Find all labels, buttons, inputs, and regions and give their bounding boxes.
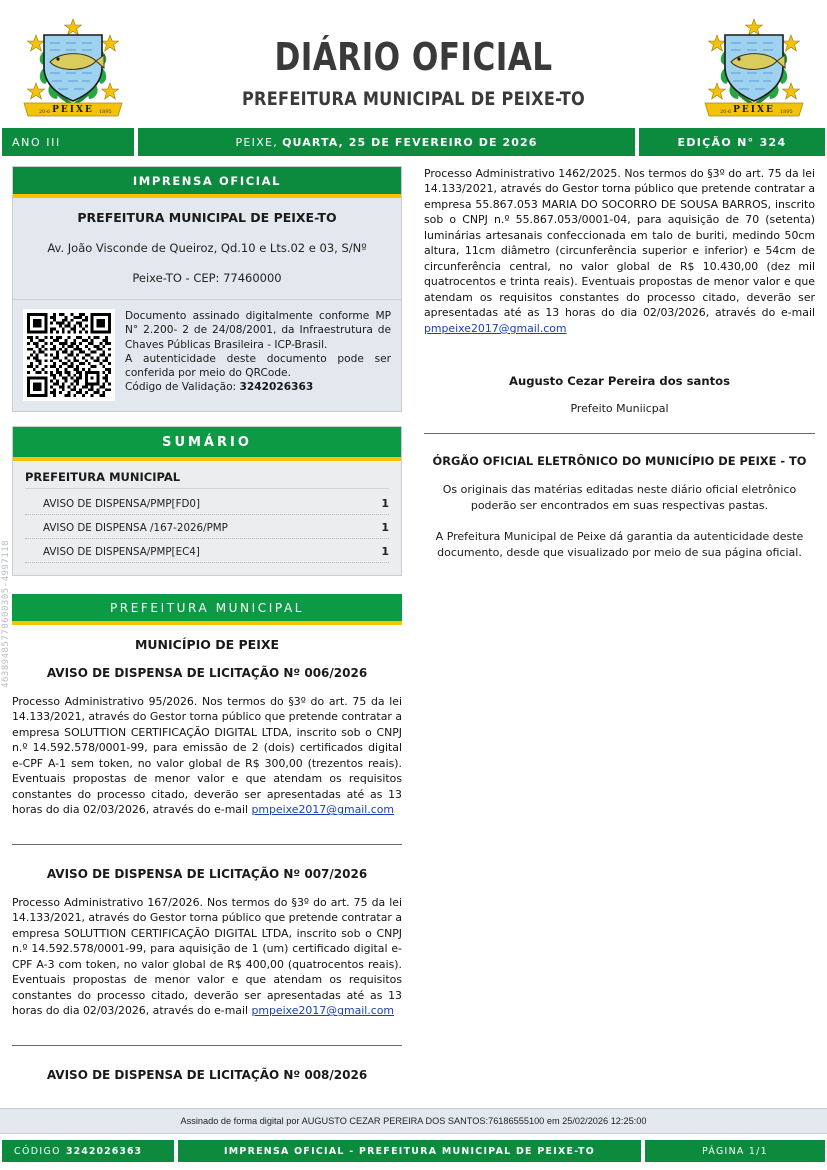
page-footer — [0, 1108, 827, 1170]
digital-signature-strip: Assinado de forma digital por AUGUSTO CEZAR PEREIRA DOS SANTOS:76186555100 em 25/02/2026 12:25:00 — [0, 1108, 827, 1134]
footer-codigo-label: CÓDIGO — [14, 1145, 61, 1157]
summary-item[interactable] — [25, 539, 389, 563]
validation-code-label: Código de Validação: — [125, 381, 240, 394]
masthead — [0, 0, 827, 126]
summary-item[interactable] — [25, 515, 389, 539]
email-link[interactable]: pmpeixe2017@gmail.com — [424, 321, 567, 335]
edition-ribbon — [0, 128, 827, 156]
summary-panel — [12, 426, 402, 576]
page-title: DIÁRIO OFICIAL — [274, 35, 553, 80]
svg-text:PEIXE: PEIXE — [52, 105, 94, 115]
svg-text:1895: 1895 — [99, 109, 112, 115]
summary-item[interactable] — [25, 491, 389, 515]
summary-item-label: AVISO DE DISPENSA/PMP[FD0] — [43, 498, 200, 510]
section-divider — [424, 433, 815, 434]
footer-center-text: IMPRENSA OFICIAL - PREFEITURA MUNICIPAL DE PEIXE-TO — [178, 1140, 641, 1162]
article-body — [12, 895, 402, 1019]
summary-header: SUMÁRIO — [13, 427, 401, 461]
digital-signature-note: Documento assinado digitalmente conforme MP N° 2.200- 2 de 24/08/2001, da Infraestrutura de Chaves Públicas Brasileira - ICP-Brasil. — [125, 310, 391, 351]
footer-codigo-value: 3242026363 — [65, 1145, 143, 1157]
footer-codigo — [2, 1140, 174, 1162]
summary-body — [13, 461, 401, 575]
organ-title: ÓRGÃO OFICIAL ELETRÔNICO DO MUNICÍPIO DE PEIXE - TO — [432, 454, 807, 469]
ribbon-ano: ANO III — [2, 128, 134, 156]
content-columns — [0, 156, 827, 1082]
article-body-text: Processo Administrativo 167/2026. Nos termos do §3º do art. 75 da lei 14.133/2021, através do Gestor torna público que pretende contratar a empresa SOLUTTION CERTIFICAÇÃO DIGITAL LTDA, inscrito sob o CNPJ n.º 14.592.578/0001-99, para aquisição de 1 (um) certificado digital e-CPF A-3 com token, no valor global de R$ 400,00 (quatrocentos reais). Eventuais propostas de menor valor e que atendam os requisitos constantes do processo citado, deverão ser apresentadas até as 13 horas do dia 02/03/2026, através do e-mail — [12, 895, 402, 1018]
footer-bar — [0, 1134, 827, 1170]
summary-group-title: PREFEITURA MUNICIPAL — [25, 470, 389, 489]
qr-validation-row — [13, 300, 401, 411]
footer-page-indicator: PÁGINA 1/1 — [645, 1140, 825, 1162]
imprensa-oficial-body — [13, 198, 401, 299]
coat-of-arms-right-icon — [695, 11, 813, 123]
section-banner-prefeitura: PREFEITURA MUNICIPAL — [12, 594, 402, 625]
organ-note-authenticity: A Prefeitura Municipal de Peixe dá garantia da autenticidade deste documento, desde que visualizado por meio de sua página oficial. — [435, 530, 804, 559]
svg-text:1895: 1895 — [780, 109, 793, 115]
left-column — [12, 166, 402, 1082]
signer-name: Augusto Cezar Pereira dos santos — [508, 374, 730, 389]
article-body — [12, 694, 402, 818]
summary-item-page: 1 — [381, 521, 389, 534]
organ-note-originals: Os originais das matérias editadas neste diário oficial eletrônico poderão ser encontrados em suas respectivas pastas. — [442, 483, 797, 512]
page-subtitle: PREFEITURA MUNICIPAL DE PEIXE-TO — [241, 87, 586, 110]
summary-item-page: 1 — [381, 497, 389, 510]
article-body-continuation — [424, 166, 815, 336]
article-title: AVISO DE DISPENSA DE LICITAÇÃO Nº 007/2026 — [46, 866, 368, 881]
validation-code-value: 3242026363 — [239, 381, 314, 394]
article-title: AVISO DE DISPENSA DE LICITAÇÃO Nº 006/2026 — [46, 666, 368, 680]
imprensa-org-name: PREFEITURA MUNICIPAL DE PEIXE-TO — [77, 210, 337, 225]
article-title: AVISO DE DISPENSA DE LICITAÇÃO Nº 008/2026 — [46, 1067, 368, 1082]
article-body-text: Processo Administrativo 95/2026. Nos termos do §3º do art. 75 da lei 14.133/2021, através do Gestor torna público que pretende contratar a empresa SOLUTTION CERTIFICAÇÃO DIGITAL LTDA, inscrito sob o CNPJ n.º 14.592.578/0001-99, para emissão de 2 (dois) certificados digital e-CPF A-1 sem token, no valor global de R$ 300,00 (trezentos reais). Eventuais propostas de menor valor e que atendam os requisitos constantes do processo citado, deverão ser apresentadas até as 13 horas do dia 02/03/2026, através do e-mail — [12, 695, 402, 817]
article-divider — [12, 844, 402, 845]
ribbon-date-text: QUARTA, 25 DE FEVEREIRO DE 2026 — [282, 135, 538, 149]
summary-item-page: 1 — [381, 545, 389, 558]
article-body-text: Processo Administrativo 1462/2025. Nos termos do §3º do art. 75 da lei 14.133/2021, através do Gestor torna público que pretende contratar a empresa 55.867.053 MARIA DO SOCORRO DE SOUSA BARROS, inscrito sob o CNPJ n.º 55.867.053/0001-04, para aquisição de 70 (setenta) luminárias artesanais confeccionada em talo de buriti, medindo 50cm altura, 11cm diâmetro (circunferência superior e inferior) e 54cm de circunferência central, no valor global de R$ 10.430,00 (dez mil quatrocentos e trinta reais). Eventuais propostas de menor valor e que atendam os requisitos constantes do processo citado, deverão ser apresentadas até as 13 horas do dia 02/03/2026, através do e-mail — [424, 167, 815, 320]
summary-item-label: AVISO DE DISPENSA /167-2026/PMP — [43, 522, 228, 534]
ribbon-city: PEIXE, — [235, 135, 279, 149]
coat-of-arms-left-icon — [14, 11, 132, 123]
municipio-heading: MUNICÍPIO DE PEIXE — [134, 637, 280, 652]
svg-text:20-6: 20-6 — [720, 109, 732, 115]
vertical-watermark-id: 46389485770600305-4997118 — [1, 540, 11, 688]
signer-role: Prefeito Muniicpal — [570, 402, 669, 416]
email-link[interactable]: pmpeixe2017@gmail.com — [251, 1004, 395, 1018]
imprensa-oficial-header: IMPRENSA OFICIAL — [13, 167, 401, 198]
imprensa-oficial-panel — [12, 166, 402, 412]
qrcode-icon[interactable] — [23, 309, 115, 401]
article-divider — [12, 1045, 402, 1046]
right-column — [424, 166, 815, 1046]
svg-text:20-6: 20-6 — [39, 109, 51, 115]
summary-item-label: AVISO DE DISPENSA/PMP[EC4] — [43, 546, 200, 558]
ribbon-edition: EDIÇÃO N° 324 — [639, 128, 825, 156]
authenticity-note: A autenticidade deste documento pode ser conferida por meio do QRCode. — [125, 352, 391, 380]
masthead-titles — [132, 24, 695, 110]
qr-validation-text — [125, 309, 391, 395]
svg-text:PEIXE: PEIXE — [733, 105, 775, 115]
imprensa-city-cep: Peixe-TO - CEP: 77460000 — [132, 271, 282, 285]
imprensa-address: Av. João Visconde de Queiroz, Qd.10 e Lts.02 e 03, S/Nº — [47, 241, 367, 255]
ribbon-date — [138, 128, 635, 156]
email-link[interactable]: pmpeixe2017@gmail.com — [251, 803, 395, 817]
